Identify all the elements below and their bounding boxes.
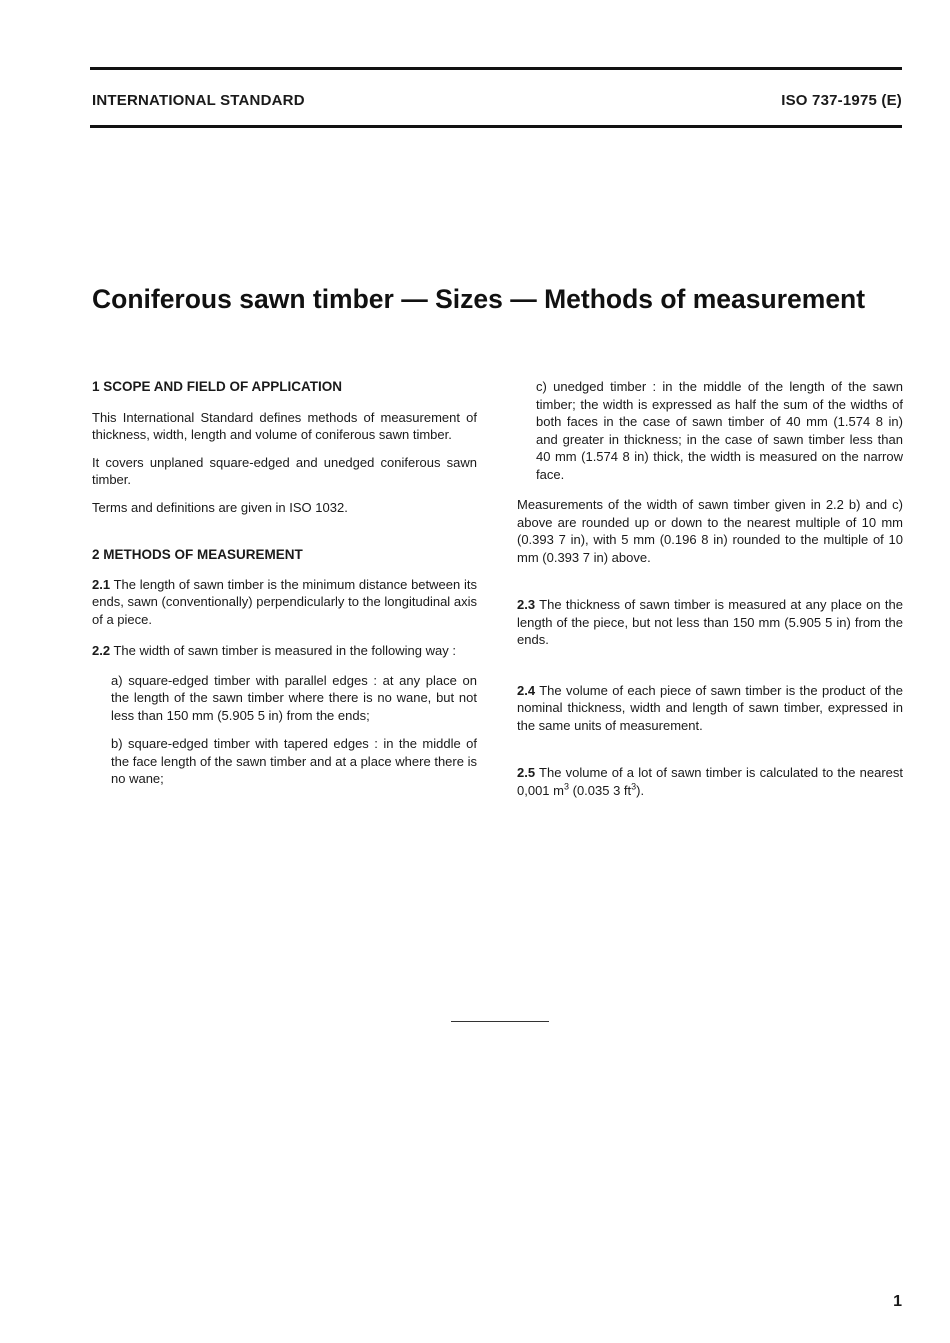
right-column bbox=[517, 378, 903, 799]
clause-text: The volume of each piece of sawn timber is the product of the nominal thickness, width and length of sawn timber, expressed in the same units of measurement. bbox=[517, 682, 903, 733]
clause-number: 2.2 bbox=[92, 643, 111, 658]
clause-text: The length of sawn timber is the minimum distance between its ends, sawn (conventionally) perpendicularly to the longitudinal axis of a piece. bbox=[92, 576, 477, 627]
cubic-superscript: 3 bbox=[631, 781, 637, 792]
clause-text: ). bbox=[636, 782, 645, 798]
end-of-text-rule bbox=[451, 1021, 549, 1022]
coverage-paragraph: It covers unplaned square-edged and unedged coniferous sawn timber. bbox=[92, 454, 477, 487]
terms-paragraph: Terms and definitions are given in ISO 1032. bbox=[92, 499, 348, 515]
clause-text: The width of sawn timber is measured in the following way : bbox=[113, 643, 456, 658]
scope-paragraph: This International Standard defines methods of measurement of thickness, width, length and volume of coniferous sawn timber. bbox=[92, 409, 477, 442]
header-iso-number: ISO 737-1975 (E) bbox=[781, 92, 902, 109]
clause-2-4 bbox=[517, 682, 903, 735]
clause-number: 2.3 bbox=[517, 597, 536, 612]
header-standard-label: INTERNATIONAL STANDARD bbox=[92, 92, 305, 109]
cubic-superscript: 3 bbox=[563, 781, 569, 792]
clause-2-2 bbox=[92, 642, 477, 660]
left-column bbox=[92, 378, 477, 788]
clause-text: (0.035 3 ft bbox=[569, 782, 632, 798]
clause-text: The volume of a lot of sawn timber is calculated to the nearest 0,001 m bbox=[517, 765, 903, 798]
clause-text: The thickness of sawn timber is measured at any place on the length of the piece, but not less than 150 mm (5.905 5 in) from the ends. bbox=[517, 597, 903, 647]
document-title: Coniferous sawn timber — Sizes — Methods of measurement bbox=[92, 284, 866, 314]
rounding-paragraph: Measurements of the width of sawn timber given in 2.2 b) and c) above are rounded up or down to the nearest multiple of 10 mm (0.393 7 in), with 5 mm (0.196 8 in) rounded to the multiple of 10 mm (0.393 7 in) above. bbox=[517, 497, 903, 565]
section-2-heading: 2 METHODS OF MEASUREMENT bbox=[92, 547, 303, 562]
list-item-a: a) square-edged timber with parallel edges : at any place on the length of the sawn timber where there is no wane, but not less than 150 mm (5.905 5 in) from the ends; bbox=[111, 672, 477, 723]
clause-number: 2.1 bbox=[92, 576, 111, 592]
page-number: 1 bbox=[893, 1293, 902, 1310]
clause-2-3 bbox=[517, 596, 903, 649]
section-1-heading: 1 SCOPE AND FIELD OF APPLICATION bbox=[92, 379, 343, 394]
list-item-b: b) square-edged timber with tapered edges : in the middle of the face length of the sawn timber and at a place where there is no wane; bbox=[111, 736, 477, 786]
header-top-rule bbox=[90, 67, 902, 70]
clause-number: 2.5 bbox=[517, 765, 536, 780]
clause-2-1 bbox=[92, 576, 477, 629]
clause-2-5 bbox=[517, 764, 903, 799]
clause-number: 2.4 bbox=[517, 682, 536, 698]
list-item-c: c) unedged timber : in the middle of the length of the sawn timber; the width is expressed as half the sum of the widths of both faces in the case of sawn timber of 40 mm (1.574 8 in) and greater in thickness; in the case of sawn timber less than 40 mm (1.574 8 in) thick, the width is measured on the narrow face. bbox=[536, 379, 903, 482]
header-bottom-rule bbox=[90, 125, 902, 128]
